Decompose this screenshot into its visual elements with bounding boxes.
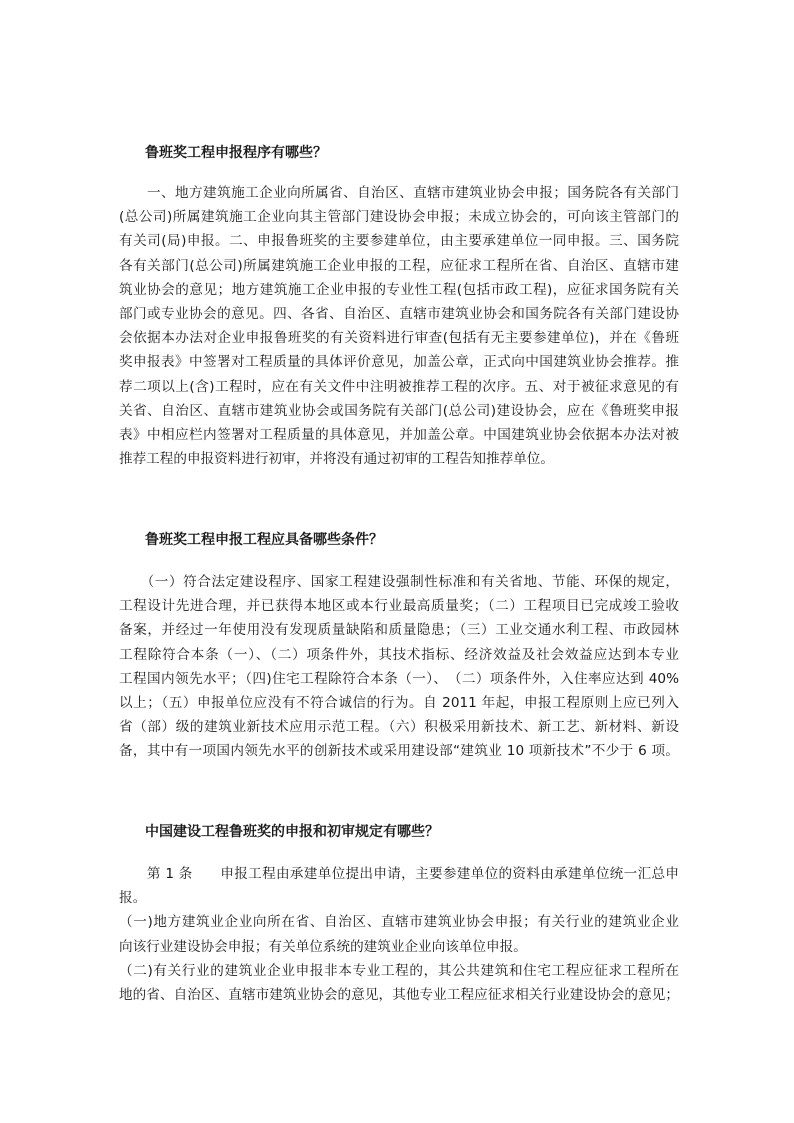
paragraph-line: 工程国内领先水平；（四)住宅工程除符合本条（一）、 （二）项条件外，入住率应达到 40% — [119, 670, 679, 687]
paragraph-line: 筑业协会的意见；地方建筑施工企业申报的专业性工程(包括市政工程)，应征求国务院有关 — [119, 281, 679, 298]
paragraph-line: 一、地方建筑施工企业向所属省、自治区、直辖市建筑业协会申报；国务院各有关部门 — [119, 185, 679, 201]
paragraph-line: 报。 — [119, 890, 147, 907]
paragraph-line: (总公司)所属建筑施工企业向其主管部门建设协会申报；未成立协会的，可向该主管部门的 — [119, 209, 679, 226]
paragraph-line: 荐二项以上(含)工程时，应在有关文件中注明被推荐工程的次序。五、对于被征求意见的有 — [119, 378, 679, 395]
paragraph-line: 推荐工程的申报资料进行初审，并将没有通过初审的工程告知推荐单位。 — [119, 451, 554, 468]
section-paragraph-2 — [119, 570, 679, 764]
paragraph-line: （一)地方建筑业企业向所在省、自治区、直辖市建筑业协会申报；有关行业的建筑业企业 — [119, 914, 679, 931]
paragraph-line: 备，其中有一项国内领先水平的创新技术或采用建设部“建筑业 10 项新技术”不少于 6 项。 — [119, 743, 679, 760]
paragraph-line: （二)有关行业的建筑业企业申报非本专业工程的，其公共建筑和住宅工程应征求工程所在 — [119, 962, 679, 979]
paragraph-line: 第 1 条 申报工程由承建单位提出申请，主要参建单位的资料由承建单位统一汇总申 — [119, 866, 679, 882]
paragraph-line: 关省、自治区、直辖市建筑业协会或国务院有关部门(总公司)建设协会，应在《鲁班奖申报 — [119, 402, 679, 419]
section-heading-1: 鲁班奖工程申报程序有哪些？ — [145, 145, 327, 161]
paragraph-line: 向该行业建设协会申报；有关单位系统的建筑业企业向该单位申报。 — [119, 938, 527, 955]
paragraph-line: 部门或专业协会的意见。四、各省、自治区、直辖市建筑业协会和国务院各有关部门建设协 — [119, 305, 679, 322]
paragraph-line: 工程除符合本条（一）、（二）项条件外，其技术指标、经济效益及社会效益应达到本专业 — [119, 646, 679, 663]
section-heading-3: 中国建设工程鲁班奖的申报和初审规定有哪些？ — [145, 824, 439, 840]
paragraph-line: 工程设计先进合理，并已获得本地区或本行业最高质量奖；（二）工程项目已完成竣工验收 — [119, 598, 679, 615]
section-paragraph-3 — [119, 862, 679, 1007]
paragraph-line: 奖申报表》中签署对工程质量的具体评价意见，加盖公章，正式向中国建筑业协会推荐。推 — [119, 354, 679, 371]
paragraph-line: 省（部）级的建筑业新技术应用示范工程。（六）积极采用新技术、新工艺、新材料、新设 — [119, 719, 679, 736]
section-paragraph-1 — [119, 181, 679, 471]
paragraph-line: 有关司(局)申报。二、申报鲁班奖的主要参建单位，由主要承建单位一同申报。三、国务院 — [119, 233, 679, 250]
paragraph-line: 会依据本办法对企业申报鲁班奖的有关资料进行审查(包括有无主要参建单位)，并在《鲁班 — [119, 330, 679, 347]
paragraph-line: 表》中相应栏内签署对工程质量的具体意见，并加盖公章。中国建筑业协会依据本办法对被 — [119, 426, 679, 443]
paragraph-line: 地的省、自治区、直辖市建筑业协会的意见，其他专业工程应征求相关行业建设协会的意见； — [119, 986, 679, 1003]
paragraph-line: 各有关部门(总公司)所属建筑施工企业申报的工程，应征求工程所在省、自治区、直辖市建 — [119, 257, 679, 274]
section-heading-2: 鲁班奖工程申报工程应具备哪些条件？ — [145, 532, 383, 548]
paragraph-line: 备案，并经过一年使用没有发现质量缺陷和质量隐患；（三）工业交通水利工程、市政园林 — [119, 622, 679, 639]
paragraph-line: （一）符合法定建设程序、国家工程建设强制性标准和有关省地、节能、环保的规定， — [119, 574, 679, 590]
paragraph-line: 以上；（五）申报单位应没有不符合诚信的行为。自 2011 年起，申报工程原则上应已列入 — [119, 694, 679, 711]
